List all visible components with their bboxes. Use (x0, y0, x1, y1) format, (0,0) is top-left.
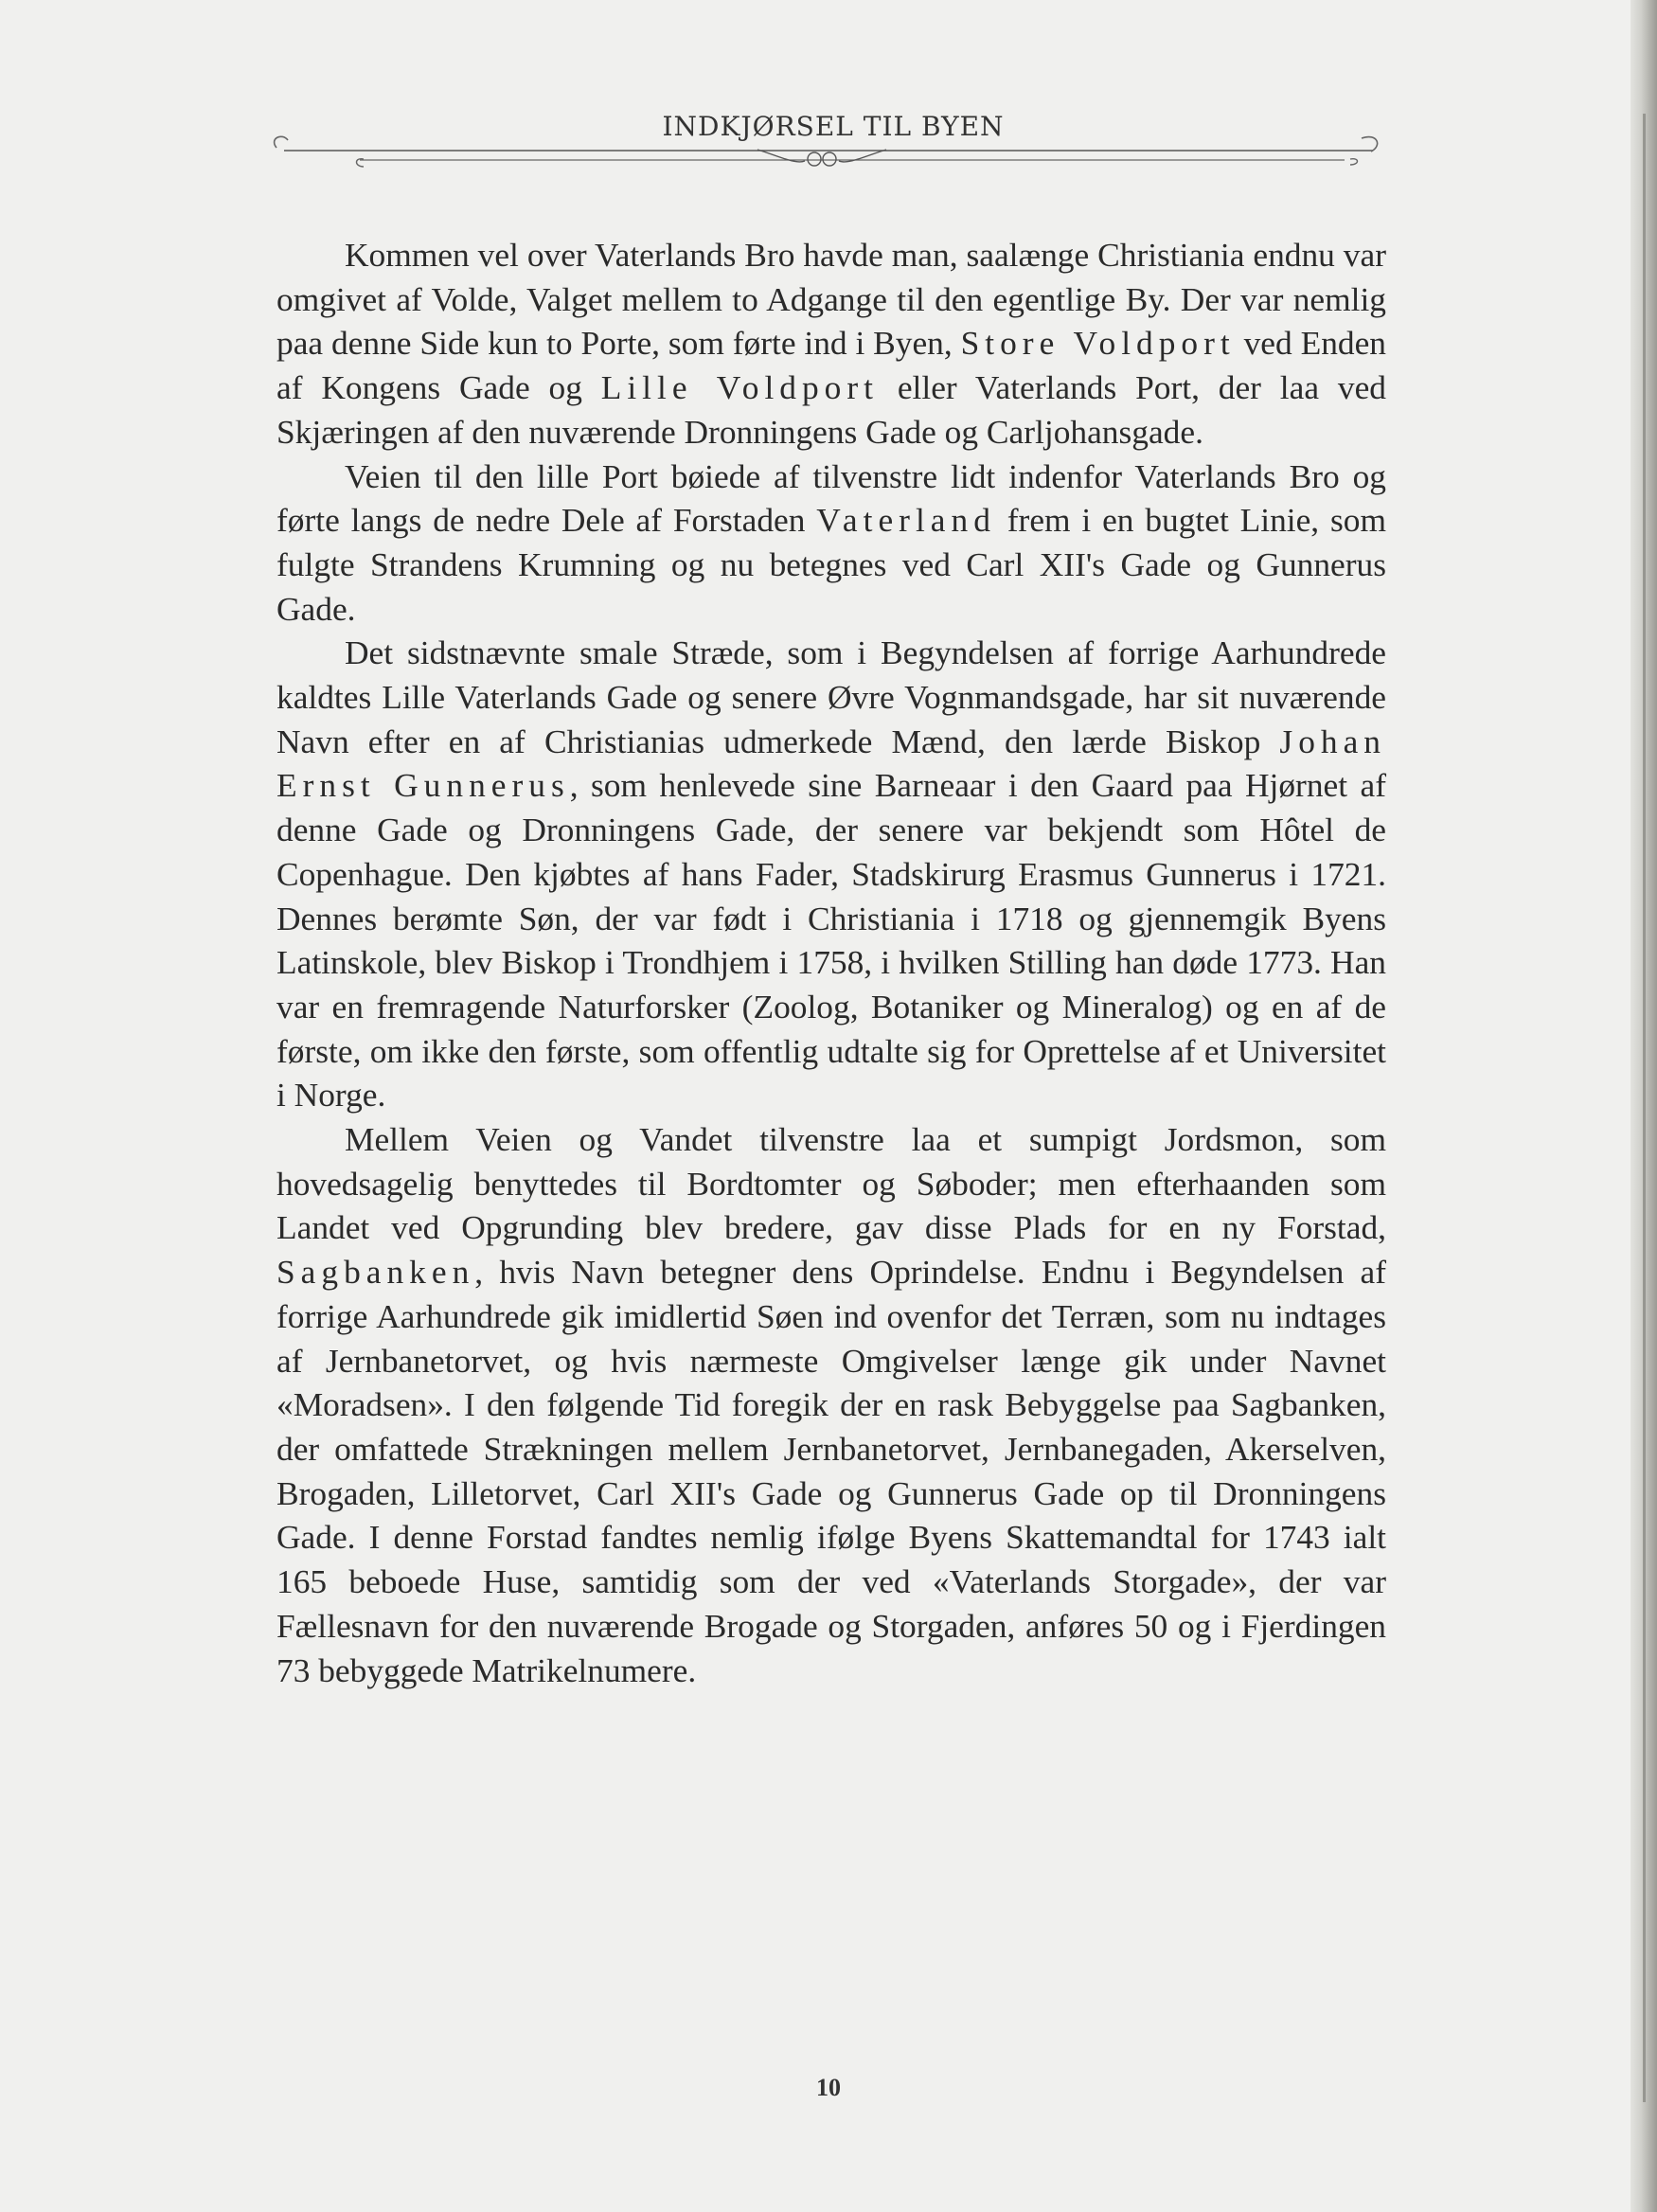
paragraph-3: Det sidstnævnte smale Stræde, som i Begyndelsen af forrige Aarhundrede kaldtes Lille Vaterlands Gade og senere Øvre Vognmandsgade, har sit nuværende Navn efter en af Christianias udmerkede Mænd, den lærde Biskop Johan Ernst Gunnerus, som henlevede sine Barneaar i den Gaard paa Hjørnet af denne Gade og Dronningens Gade, der senere var bekjendt som Hôtel de Copenhague. Den kjøbtes af hans Fader, Stadskirurg Erasmus Gunnerus i 1721. Dennes berømte Søn, der var født i Christiania i 1718 og gjennemgik Byens Latinskole, blev Biskop i Trondhjem i 1758, i hvilken Stilling han døde 1773. Han var en fremragende Naturforsker (Zoolog, Botaniker og Mineralog) og en af de første, om ikke den første, som offentlig udtalte sig for Oprettelse af et Universitet i Norge. (276, 633, 1386, 1115)
running-head: INDKJØRSEL TIL BYEN (662, 111, 1005, 142)
paragraph-4: Mellem Veien og Vandet tilvenstre laa et sumpigt Jordsmon, som hovedsagelig benyttedes til Bordtomter og Søboder; men efterhaanden som Landet ved Opgrunding blev bredere, gav disse Plads for en ny Forstad, Sagbanken, hvis Navn betegner dens Oprindelse. Endnu i Begyndelsen af forrige Aarhundrede gik imidlertid Søen ind ovenfor det Terræn, som nu indtages af Jernbanetorvet, og hvis nærmeste Omgivelser længe gik under Navnet «Moradsen». I den følgende Tid foregik der en rask Bebyggelse paa Sagbanken, der omfattede Strækningen mellem Jernbanetorvet, Jernbanegaden, Akerselven, Brogaden, Lilletorvet, Carl XII's Gade og Gunnerus Gade op til Dronningens Gade. I denne Forstad fandtes nemlig ifølge Byens Skattemandtal for 1743 ialt 165 beboede Huse, samtidig som der ved «Vaterlands Storgade», der var Fællesnavn for den nuværende Brogade og Storgaden, anføres 50 og i Fjerdingen 73 bebyggede Matrikelnumere. (276, 1120, 1386, 1689)
book-edge (1630, 0, 1657, 2212)
header-rule-ornament (265, 114, 1401, 180)
paragraph-1: Kommen vel over Vaterlands Bro havde man, saalænge Christiania endnu var omgivet af Volde, Valget mellem to Adgange til den egentlige By. Der var nemlig paa denne Side kun to Porte, som førte ind i Byen, Store Voldport ved Enden af Kongens Gade og Lille Voldport eller Vaterlands Port, der laa ved Skjæringen af den nuværende Dronningens Gade og Carljohansgade. (276, 236, 1386, 451)
paragraph-2: Veien til den lille Port bøiede af tilvenstre lidt indenfor Vaterlands Bro og førte langs de nedre Dele af Forstaden Vaterland frem i en bugtet Linie, som fulgte Strandens Krumning og nu betegnes ved Carl XII's Gade og Gunnerus Gade. (276, 456, 1386, 628)
page-number: 10 (816, 2074, 841, 2101)
edge-shadow-line (1643, 114, 1646, 2102)
body-text (276, 233, 1386, 1692)
